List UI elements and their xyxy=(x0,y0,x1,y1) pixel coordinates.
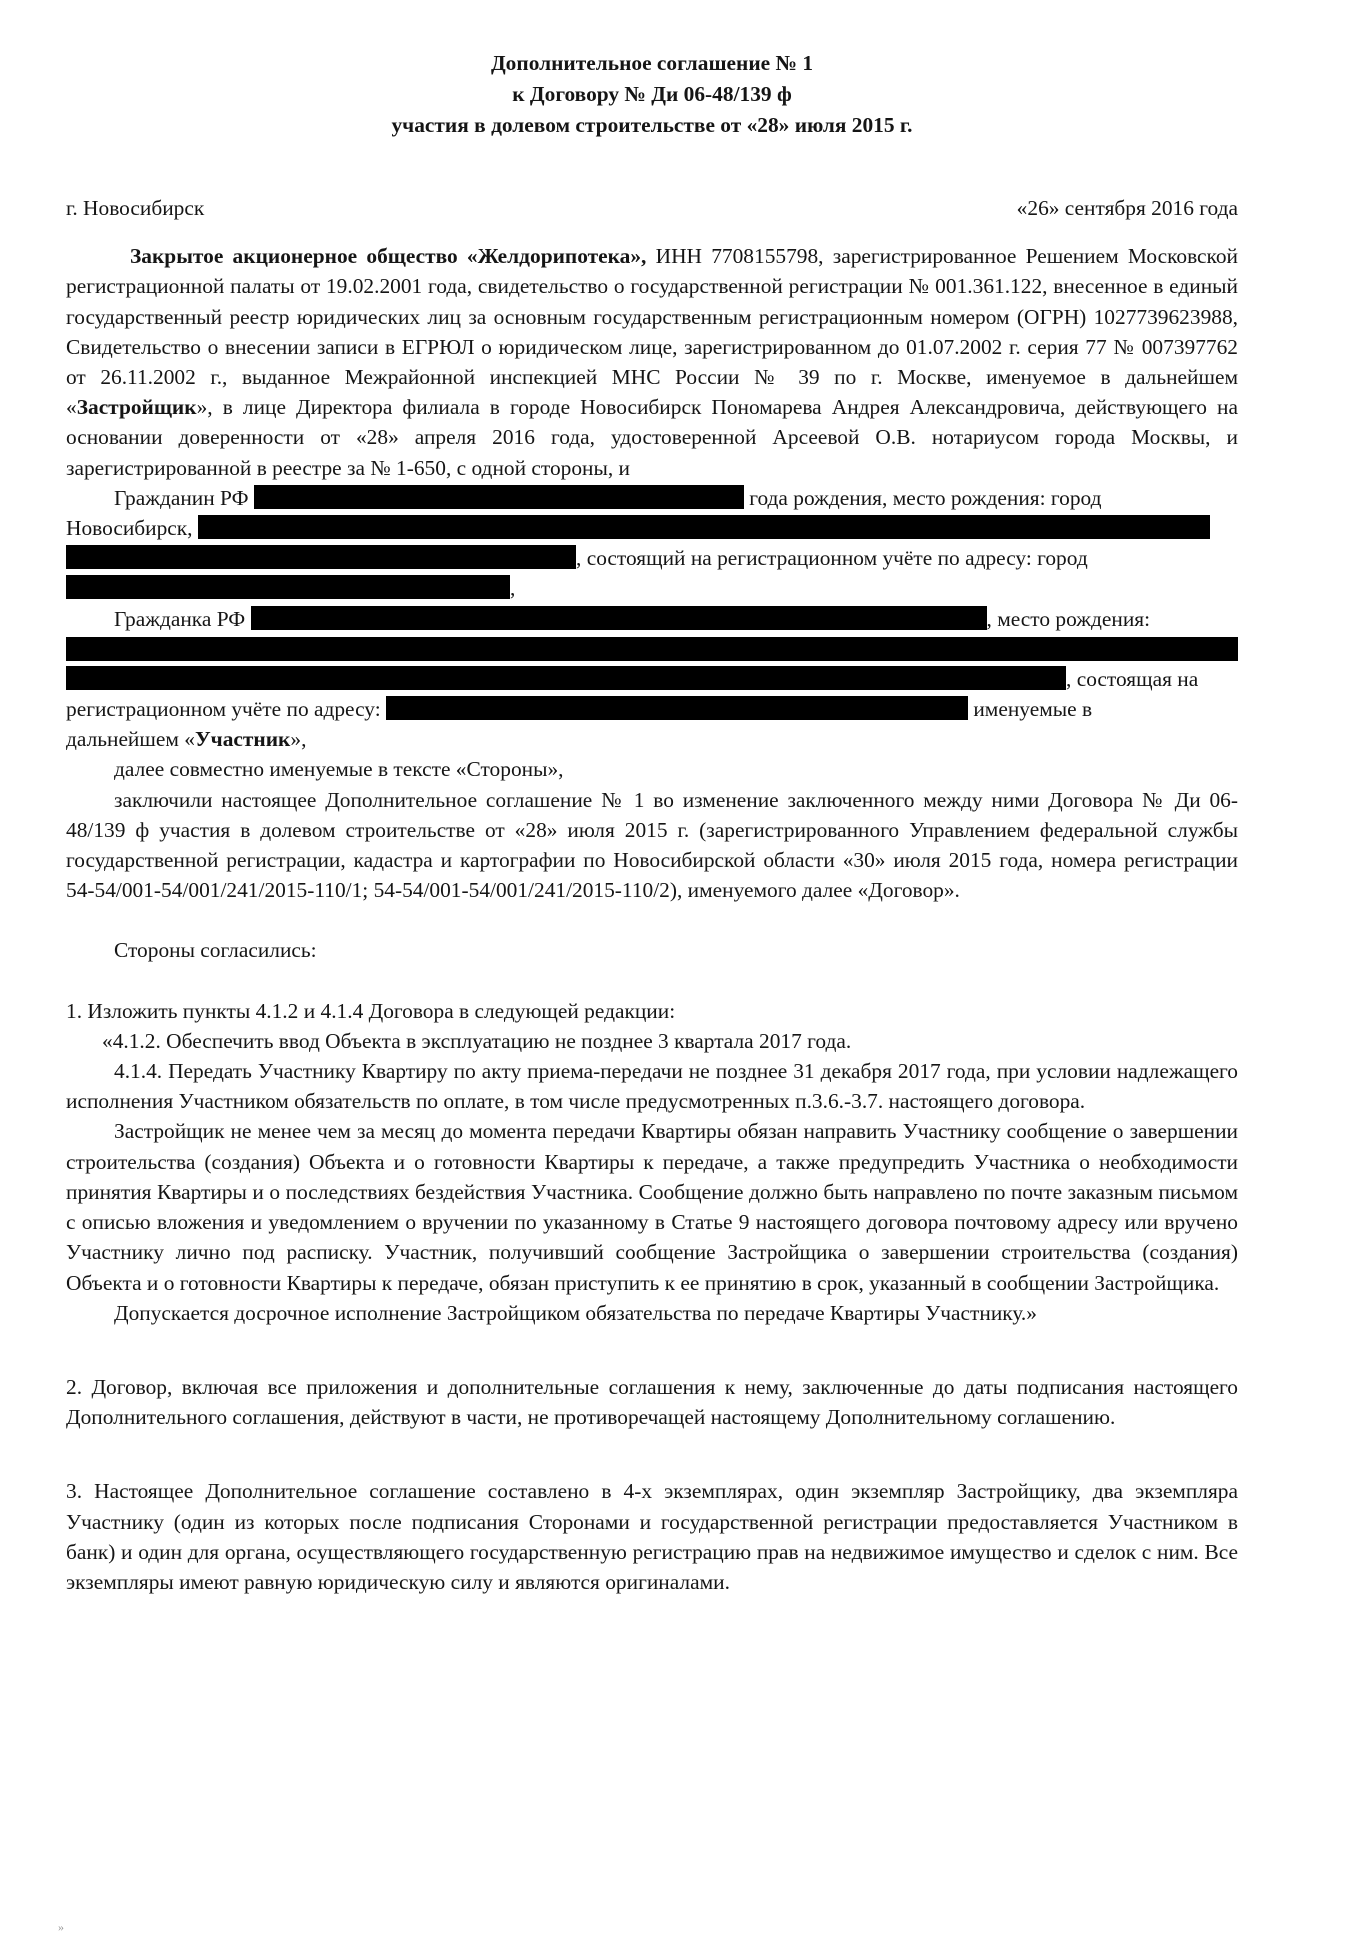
place-date-row xyxy=(66,193,1238,223)
participant-2-line-5 xyxy=(66,724,1238,754)
developer-role: Застройщик xyxy=(76,395,197,420)
redacted-birthplace-1 xyxy=(198,515,1210,539)
redacted-birthplace-1b xyxy=(66,545,576,569)
title-line-1: Дополнительное соглашение № 1 xyxy=(490,51,814,75)
developer-paragraph xyxy=(66,241,1238,483)
document-title xyxy=(66,48,1238,141)
participant-1-city: Новосибирск, xyxy=(66,516,193,541)
participant-2-address-prefix: регистрационном учёте по адресу: xyxy=(66,697,381,722)
participant-role: Участник xyxy=(194,727,291,752)
clause-412: «4.1.2. Обеспечить ввод Объекта в эксплуатацию не позднее 3 квартала 2017 года. xyxy=(102,1028,852,1053)
agreed-line: Стороны согласились: xyxy=(114,938,317,963)
clause-early: Допускается досрочное исполнение Застройщиком обязательства по передаче Квартиры Участнику.» xyxy=(114,1300,1037,1325)
clause-2: 2. Договор, включая все приложения и дополнительные соглашения к нему, заключенные до даты подписания настоящего Дополнительного соглашения, действуют в части, не противоречащей настоящему Дополнительному соглашению. xyxy=(66,1374,1238,1430)
developer-name: Закрытое акционерное общество «Желдорипотека», xyxy=(130,244,647,269)
redacted-address-1 xyxy=(66,575,510,599)
participant-1-after-birthplace: , состоящий на регистрационном учёте по адресу: город xyxy=(576,546,1088,571)
clause-1-title: 1. Изложить пункты 4.1.2 и 4.1.4 Договора в следующей редакции: xyxy=(66,998,676,1023)
participant-2-after-birthplace: , состоящая на xyxy=(1066,666,1199,691)
participant-1-line-1 xyxy=(66,483,1238,513)
title-line-2: к Договору № Ди 06-48/139 ф xyxy=(512,82,792,106)
clause-414: 4.1.4. Передать Участнику Квартиру по акту приема-передачи не позднее 31 декабря 2017 года, при условии надлежащего исполнения Участником обязательств по оплате, в том числе предусмотренных п.3.6.-3.7. настоящего договора. xyxy=(66,1059,1238,1114)
concluded-paragraph: заключили настоящее Дополнительное соглашение № 1 во изменение заключенного между ними Договора № Ди 06-48/139 ф участия в долевом строительстве от «28» июля 2015 г. (зарегистрированного Управлением федеральной службы государственной регистрации, кадастра и картографии по Новосибирской области «30» июля 2015 года, номера регистрации 54-54/001-54/001/241/2015-110/1; 54-54/001-54/001/241/2015-110/2), именуемого далее «Договор». xyxy=(66,787,1238,903)
participant-1-line-2 xyxy=(66,513,1238,543)
participant-2-prefix: Гражданка РФ xyxy=(114,606,246,631)
participant-2-after-address: именуемые в xyxy=(968,697,1093,722)
participant-2-line-4 xyxy=(66,694,1238,724)
participant-2-line-3 xyxy=(66,664,1238,694)
redacted-name-2 xyxy=(251,606,987,630)
participant-1-after-name: года рождения, место рождения: город xyxy=(743,485,1102,510)
participant-1-line-4: , xyxy=(66,573,1238,603)
page-mark: » xyxy=(58,1920,64,1934)
place: г. Новосибирск xyxy=(66,196,205,220)
redacted-address-2 xyxy=(386,696,968,720)
redacted-birthplace-2 xyxy=(66,637,1238,661)
participant-1-line-3 xyxy=(66,543,1238,573)
together-line: далее совместно именуемые в тексте «Стороны», xyxy=(114,757,564,782)
role-suffix: », xyxy=(290,727,307,752)
redacted-birthplace-2b xyxy=(66,666,1066,690)
title-line-3: участия в долевом строительстве от «28» июля 2015 г. xyxy=(391,113,913,137)
clause-3: 3. Настоящее Дополнительное соглашение составлено в 4-х экземплярах, один экземпляр Застройщику, два экземпляра Участнику (один из которых после подписания Сторонами и государственной регистрации предоставляется Участником в банк) и один для органа, осуществляющего государственную регистрацию прав на недвижимое имущество и сделок с ним. Все экземпляры имеют равную юридическую силу и являются оригиналами. xyxy=(66,1479,1238,1594)
participant-1-prefix: Гражданин РФ xyxy=(114,485,249,510)
redacted-name-1 xyxy=(254,485,744,509)
date: «26» сентября 2016 года xyxy=(1016,196,1238,220)
clause-notice: Застройщик не менее чем за месяц до момента передачи Квартиры обязан направить Участнику сообщение о завершении строительства (создания) Объекта и о готовности Квартиры к передаче, а также предупредить Участника о необходимости принятия Квартиры и о последствиях бездействия Участника. Сообщение должно быть направлено по почте заказным письмом с описью вложения и уведомлением о вручении по указанному в Статье 9 настоящего договора почтовому адресу или вручено Участнику лично под расписку. Участник, получивший сообщение Застройщика о завершении строительства (создания) Объекта и о готовности Квартиры к передаче, обязан приступить к ее принятию в срок, указанный в сообщении Застройщика. xyxy=(66,1119,1238,1295)
role-prefix: дальнейшем « xyxy=(66,727,195,752)
developer-details-2: », в лице Директора филиала в городе Новосибирск Пономарева Андрея Александровича, действующего на основании доверенности от «28» апреля 2016 года, удостоверенной Арсеевой О.В. нотариусом города Москвы, и зарегистрированной в реестре за № 1-650, с одной стороны, и xyxy=(66,395,1238,480)
participant-2-line-1 xyxy=(66,604,1238,634)
developer-details: ИНН 7708155798, зарегистрированное Решением Московской регистрационной палаты от 19.02.2001 года, свидетельство о государственной регистрации № 001.361.122, внесенное в единый государственный реестр юридических лиц за основным государственным регистрационным номером (ОГРН) 1027739623988, Свидетельство о внесении записи в ЕГРЮЛ о юридическом лице, зарегистрированном до 01.07.2002 г. серия 77 № 007397762 от 26.11.2002 г., выданное Межрайонной инспекцией МНС России № 39 по г. Москве, именуемое в дальнейшем « xyxy=(66,244,1238,420)
participant-2-after-name: , место рождения: xyxy=(986,606,1151,631)
